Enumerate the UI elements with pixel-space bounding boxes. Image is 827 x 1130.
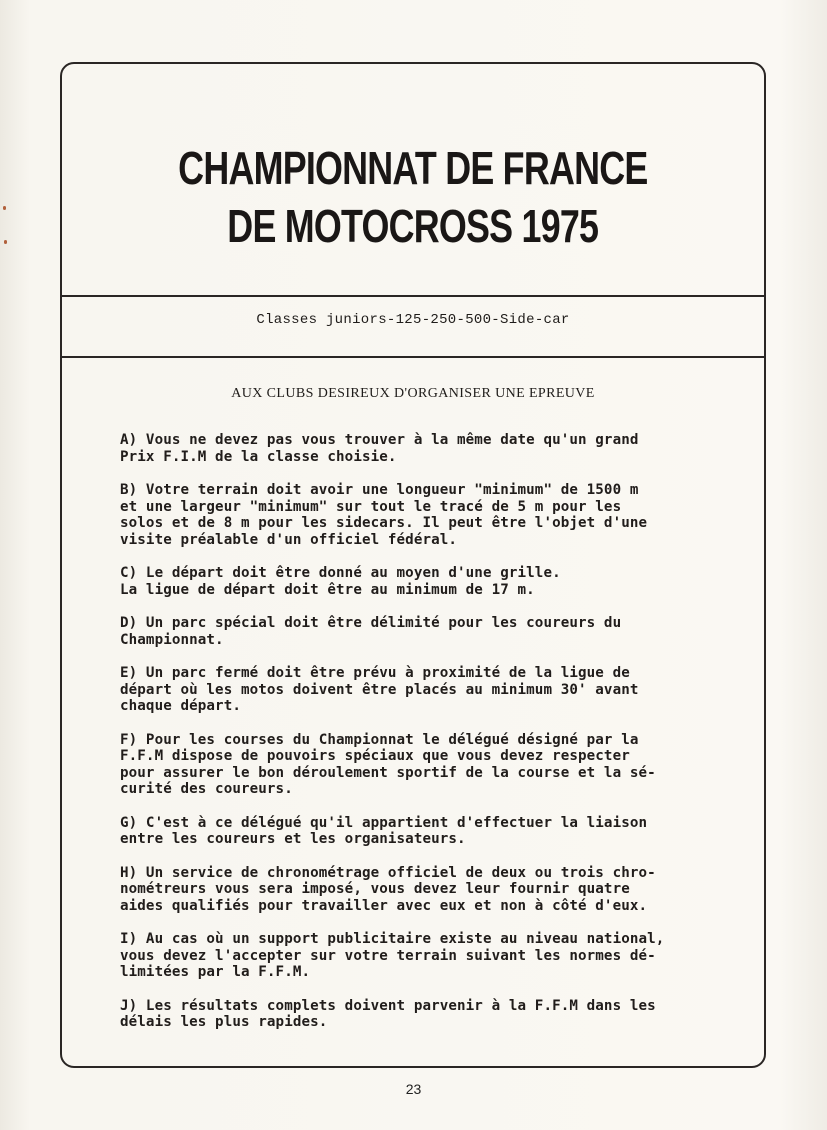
margin-mark <box>3 206 6 210</box>
divider-bottom <box>62 356 764 358</box>
page-number: 23 <box>405 1081 422 1097</box>
rule-item-e: E) Un parc fermé doit être prévu à proximité de la ligue de départ où les motos doivent être placés au minimum 30' avant chaque départ. <box>120 665 639 714</box>
title-line-2: DE MOTOCROSS 1975 <box>227 200 599 252</box>
rule-item-i: I) Au cas où un support publicitaire existe au niveau national, vous devez l'accepter sur votre terrain suivant les normes dé- limitées par la F.F.M. <box>120 931 665 980</box>
section-heading: AUX CLUBS DESIREUX D'ORGANISER UNE EPREUVE <box>231 386 595 401</box>
rule-item-j: J) Les résultats complets doivent parvenir à la F.F.M dans les délais les plus rapides. <box>120 997 656 1030</box>
rule-item-a: A) Vous ne devez pas vous trouver à la même date qu'un grand Prix F.I.M de la classe choisie. <box>120 432 639 465</box>
divider-top <box>62 295 764 297</box>
rule-item-b: B) Votre terrain doit avoir une longueur "minimum" de 1500 m et une largeur "minimum" sur tout le tracé de 5 m pour les solos et de 8 m pour les sidecars. Il peut être l'objet d'une visite préalable d'un officiel fédéral. <box>120 482 648 548</box>
rule-item-f: F) Pour les courses du Championnat le délégué désigné par la F.F.M dispose de pouvoirs spéciaux que vous devez respecter pour assurer le bon déroulement sportif de la course et la sé- curité des coureurs. <box>120 731 656 797</box>
rule-item-d: D) Un parc spécial doit être délimité pour les coureurs du Championnat. <box>120 615 622 648</box>
title-line-1: CHAMPIONNAT DE FRANCE <box>178 142 648 194</box>
margin-mark <box>4 240 7 244</box>
title-block <box>62 64 764 296</box>
rule-item-h: H) Un service de chronométrage officiel de deux ou trois chro- nométreurs vous sera imposé, vous devez leur fournir quatre aides qualifiés pour travailler avec eux et non à côté d'eux. <box>120 864 656 914</box>
rules-list <box>120 432 750 1048</box>
classes-subtitle: Classes juniors-125-250-500-Side-car <box>256 312 570 328</box>
rule-item-g: G) C'est à ce délégué qu'il appartient d'effectuer la liaison entre les coureurs et les organisateurs. <box>120 814 648 847</box>
document-frame <box>60 62 766 1068</box>
rule-item-c: C) Le départ doit être donné au moyen d'une grille. La ligue de départ doit être au minimum de 17 m. <box>120 565 561 598</box>
